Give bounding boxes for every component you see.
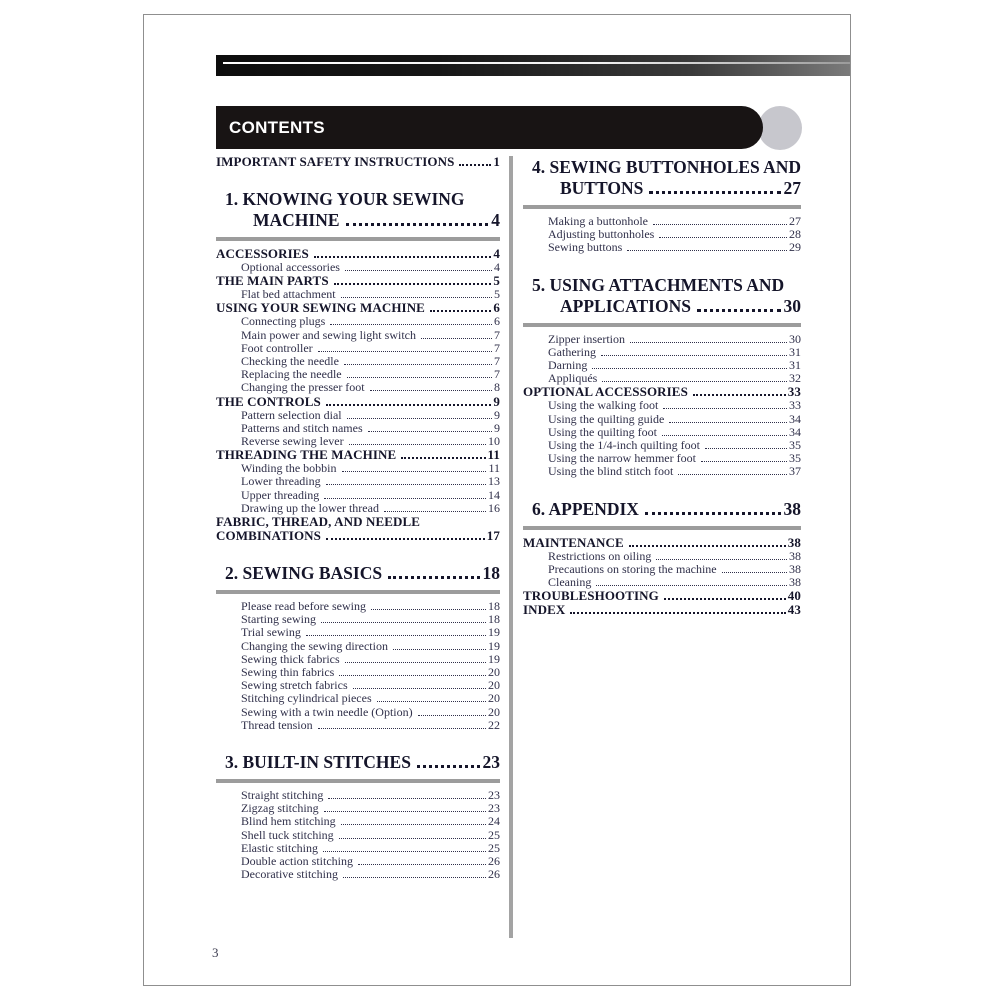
- dot-leader: [430, 310, 491, 312]
- toc-entry-label: Using the 1/4-inch quilting foot: [548, 438, 700, 453]
- chapter-label: BUTTONS: [560, 178, 644, 198]
- chapter-heading-line: [216, 752, 500, 773]
- toc-entry-page-number: 4: [493, 246, 500, 261]
- toc-entry: [216, 692, 500, 705]
- dot-leader: [326, 404, 492, 406]
- toc-entry: [216, 706, 500, 719]
- dot-leader: [653, 224, 787, 225]
- toc-entry: [216, 829, 500, 842]
- toc-entry-page-number: 30: [789, 331, 801, 346]
- toc-entry-label: TROUBLESHOOTING: [523, 588, 659, 604]
- dot-leader: [326, 484, 486, 485]
- toc-entry-page-number: 28: [789, 227, 801, 242]
- toc-entry-page-number: 6: [494, 314, 500, 329]
- toc-entry-label: Using the walking foot: [548, 398, 659, 413]
- dot-leader: [371, 609, 486, 610]
- toc-entry-page-number: 20: [488, 691, 500, 706]
- toc-entry-label: Reverse sewing lever: [241, 434, 344, 449]
- dot-leader: [459, 164, 491, 166]
- dot-leader: [627, 250, 787, 251]
- dot-leader: [368, 431, 492, 432]
- chapter-heading: [523, 275, 801, 317]
- toc-entry-page-number: 35: [789, 451, 801, 466]
- toc-entry: [216, 815, 500, 828]
- toc-column-2: [523, 155, 801, 617]
- banner-crescent-shape: [758, 106, 802, 150]
- toc-entry: [523, 399, 801, 412]
- toc-entry-page-number: 37: [789, 464, 801, 479]
- toc-entry: [523, 385, 801, 399]
- toc-entry-label: Optional accessories: [241, 260, 340, 274]
- section-divider-bar: [523, 205, 801, 209]
- toc-entry: [216, 448, 500, 462]
- toc-entry-label: Thread tension: [241, 717, 313, 732]
- toc-entry-label: Cleaning: [548, 575, 592, 590]
- dot-leader: [393, 649, 486, 650]
- toc-entry-label: Sewing stretch fabrics: [241, 678, 348, 693]
- toc-entry-label: Zipper insertion: [548, 331, 625, 346]
- dot-leader: [344, 364, 492, 365]
- chapter-label: 6. APPENDIX: [532, 498, 639, 519]
- toc-entry-label: Using the narrow hemmer foot: [548, 451, 696, 466]
- dot-leader: [346, 223, 489, 226]
- toc-entry-label: Connecting plugs: [241, 314, 326, 329]
- dot-leader: [602, 381, 787, 382]
- toc-entry-page-number: 13: [488, 474, 500, 489]
- dot-leader: [592, 368, 787, 369]
- toc-entry-page-number: 31: [789, 344, 801, 359]
- toc-entry-label: Starting sewing: [241, 612, 316, 627]
- toc-entry-label: Please read before sewing: [241, 599, 366, 614]
- toc-entry-page-number: 34: [789, 424, 801, 439]
- page-title: CONTENTS: [229, 117, 325, 137]
- dot-leader: [417, 765, 480, 768]
- chapter-page-number: 30: [783, 295, 801, 316]
- toc-entry-page-number: 20: [488, 678, 500, 693]
- chapter-heading: [216, 752, 500, 773]
- toc-entry-page-number: 4: [494, 260, 500, 274]
- toc-entry: [216, 315, 500, 328]
- toc-entry-label: Zigzag stitching: [241, 801, 319, 816]
- chapter-heading-line: [523, 178, 801, 199]
- dot-leader: [421, 338, 492, 339]
- header-rule-highlight: [223, 62, 850, 64]
- toc-entry-label: Shell tuck stitching: [241, 827, 334, 842]
- dot-leader: [345, 270, 492, 271]
- toc-entry-page-number: 26: [488, 854, 500, 869]
- toc-entry-page-number: 25: [488, 840, 500, 855]
- chapter-heading: [216, 189, 500, 231]
- chapter-page-number: 18: [482, 563, 500, 584]
- toc-entry-page-number: 14: [488, 487, 500, 502]
- toc-entry-page-number: 38: [789, 548, 801, 563]
- toc-entry-label: Using the blind stitch foot: [548, 464, 674, 479]
- chapter-heading: [216, 563, 500, 584]
- toc-entry-label: Changing the presser foot: [241, 380, 365, 395]
- toc-entry-label: Sewing buttons: [548, 240, 623, 255]
- toc-entry-page-number: 43: [787, 602, 801, 618]
- toc-entry-label: Main power and sewing light switch: [241, 327, 416, 342]
- toc-entry-page-number: 34: [789, 411, 801, 426]
- dot-leader: [401, 457, 485, 459]
- dot-leader: [347, 418, 492, 419]
- dot-leader: [306, 635, 486, 636]
- toc-entry: [216, 155, 500, 169]
- toc-entry: [216, 409, 500, 422]
- toc-entry: [216, 475, 500, 488]
- toc-entry-page-number: 40: [787, 588, 801, 604]
- toc-entry-label: Appliqués: [548, 371, 598, 386]
- toc-entry-label: Making a buttonhole: [548, 214, 648, 228]
- dot-leader: [343, 877, 486, 878]
- toc-entry-label: Decorative stitching: [241, 867, 338, 882]
- toc-entry-page-number: 35: [789, 438, 801, 453]
- toc-entry-page-number: 18: [488, 612, 500, 627]
- toc-entry-page-number: 38: [787, 534, 801, 550]
- section-divider-bar: [216, 590, 500, 594]
- toc-entry-label: Flat bed attachment: [241, 287, 336, 302]
- dot-leader: [341, 297, 492, 298]
- toc-entry-label: Trial sewing: [241, 625, 301, 640]
- dot-leader: [347, 377, 492, 378]
- toc-entry-page-number: 7: [494, 340, 500, 355]
- toc-entry-page-number: 33: [789, 398, 801, 413]
- toc-entry-page-number: 16: [488, 500, 500, 515]
- toc-entry-page-number: 23: [488, 801, 500, 816]
- toc-entry-page-number: 20: [488, 704, 500, 719]
- dot-leader: [384, 511, 486, 512]
- toc-entry-label: Changing the sewing direction: [241, 638, 388, 653]
- toc-entry-label: FABRIC, THREAD, AND NEEDLE: [216, 514, 421, 530]
- toc-entry-label: Winding the bobbin: [241, 461, 337, 476]
- toc-entry-page-number: 8: [494, 380, 500, 395]
- toc-entry-label: Pattern selection dial: [241, 407, 342, 422]
- banner-pill: [216, 106, 763, 149]
- toc-entry-label: THE MAIN PARTS: [216, 273, 329, 289]
- chapter-page-number: 4: [491, 210, 500, 230]
- toc-entry: [523, 550, 801, 563]
- dot-leader: [314, 256, 492, 258]
- dot-leader: [659, 237, 787, 238]
- toc-entry-label: THE CONTROLS: [216, 393, 321, 409]
- toc-column-1: [216, 155, 500, 882]
- chapter-heading-line: [216, 563, 500, 584]
- toc-entry-page-number: 6: [493, 300, 500, 316]
- toc-entry-page-number: 1: [493, 154, 500, 169]
- toc-entry-label: Checking the needle: [241, 354, 339, 369]
- toc-entry-label: MAINTENANCE: [523, 534, 624, 550]
- toc-entry: [216, 489, 500, 502]
- dot-leader: [701, 461, 787, 462]
- toc-entry: [523, 589, 801, 603]
- dot-leader: [662, 435, 787, 436]
- dot-leader: [330, 324, 492, 325]
- toc-entry-page-number: 9: [494, 420, 500, 435]
- toc-entry-label: Restrictions on oiling: [548, 548, 652, 563]
- toc-entry-label: Elastic stitching: [241, 840, 318, 855]
- toc-entry-page-number: 29: [789, 240, 801, 255]
- section-divider-bar: [523, 526, 801, 530]
- toc-entry: [216, 301, 500, 315]
- toc-entry-label: Precautions on storing the machine: [548, 561, 717, 576]
- toc-entry-label: Sewing with a twin needle (Option): [241, 704, 413, 719]
- dot-leader: [328, 798, 486, 799]
- dot-leader: [722, 572, 787, 573]
- toc-entry: [523, 603, 801, 617]
- toc-entry-label: THREADING THE MACHINE: [216, 447, 397, 463]
- chapter-heading-line: [523, 499, 801, 520]
- toc-entry-label: Foot controller: [241, 340, 313, 355]
- dot-leader: [377, 701, 486, 702]
- dot-leader: [570, 612, 785, 614]
- toc-entry-label: Blind hem stitching: [241, 814, 336, 829]
- toc-entry-page-number: 38: [789, 561, 801, 576]
- toc-entry: [216, 247, 500, 261]
- toc-entry-page-number: 25: [488, 827, 500, 842]
- dot-leader: [418, 715, 486, 716]
- dot-leader: [326, 538, 485, 540]
- toc-entry-page-number: 7: [494, 367, 500, 382]
- dot-leader: [345, 662, 486, 663]
- dot-leader: [323, 851, 486, 852]
- page-number: 3: [212, 945, 219, 960]
- chapter-label: 2. SEWING BASICS: [225, 563, 383, 584]
- toc-entry-page-number: 33: [787, 384, 801, 400]
- chapter-heading: [523, 499, 801, 520]
- toc-entry-label: OPTIONAL ACCESSORIES: [523, 384, 688, 400]
- dot-leader: [334, 283, 492, 285]
- toc-entry-page-number: 23: [488, 788, 500, 803]
- toc-entry-label: Darning: [548, 358, 588, 373]
- toc-entry-label: Sewing thin fabrics: [241, 665, 335, 680]
- toc-entry-page-number: 11: [487, 447, 500, 463]
- dot-leader: [678, 474, 787, 475]
- dot-leader: [649, 191, 780, 194]
- toc-entry: [216, 395, 500, 409]
- toc-entry-page-number: 27: [789, 214, 801, 228]
- toc-entry: [523, 241, 801, 254]
- toc-entry: [523, 333, 801, 346]
- toc-entry-page-number: 31: [789, 358, 801, 373]
- chapter-page-number: 27: [783, 178, 801, 198]
- dot-leader: [669, 422, 787, 423]
- toc-entry-label: ACCESSORIES: [216, 246, 309, 261]
- toc-entry-label: IMPORTANT SAFETY INSTRUCTIONS: [216, 154, 455, 169]
- toc-entry: [523, 413, 801, 426]
- section-divider-bar: [216, 779, 500, 783]
- dot-leader: [693, 394, 786, 396]
- toc-entry-page-number: 22: [488, 717, 500, 732]
- toc-entry: [523, 465, 801, 478]
- chapter-heading-line: [523, 275, 801, 296]
- toc-entry: [216, 719, 500, 732]
- header-rule-bar: [216, 55, 850, 76]
- toc-entry-label: Replacing the needle: [241, 367, 342, 382]
- dot-leader: [358, 864, 486, 865]
- toc-entry-page-number: 7: [494, 354, 500, 369]
- toc-entry-label: Using the quilting guide: [548, 411, 665, 426]
- toc-entry-page-number: 11: [488, 461, 500, 476]
- toc-entry-label: Drawing up the lower thread: [241, 500, 379, 515]
- chapter-label: 3. BUILT-IN STITCHES: [225, 752, 411, 773]
- toc-entry-page-number: 5: [493, 273, 500, 289]
- toc-entry-label: Adjusting buttonholes: [548, 227, 655, 242]
- toc-entry-label: Patterns and stitch names: [241, 420, 363, 435]
- toc-entry: [216, 274, 500, 288]
- toc-entry-page-number: 7: [494, 327, 500, 342]
- dot-leader: [324, 498, 486, 499]
- dot-leader: [342, 471, 487, 472]
- dot-leader: [664, 598, 786, 600]
- toc-entry-page-number: 9: [493, 393, 500, 409]
- toc-entry-page-number: 17: [486, 528, 500, 544]
- chapter-heading-line: [216, 210, 500, 231]
- toc-entry: [216, 381, 500, 394]
- chapter-heading: [523, 157, 801, 199]
- dot-leader: [596, 585, 787, 586]
- toc-entry-page-number: 19: [488, 638, 500, 653]
- section-divider-bar: [523, 323, 801, 327]
- chapter-heading-line: [523, 296, 801, 317]
- dot-leader: [629, 545, 786, 547]
- toc-entry-label: USING YOUR SEWING MACHINE: [216, 300, 425, 316]
- dot-leader: [601, 355, 787, 356]
- dot-leader: [663, 408, 787, 409]
- dot-leader: [697, 309, 781, 312]
- dot-leader: [630, 342, 787, 343]
- chapter-heading-line: [523, 157, 801, 178]
- toc-entry: [216, 868, 500, 881]
- chapter-label: 5. USING ATTACHMENTS AND: [532, 274, 785, 295]
- chapter-label: APPLICATIONS: [560, 295, 691, 316]
- toc-entry-page-number: 19: [488, 651, 500, 666]
- dot-leader: [353, 688, 486, 689]
- toc-entry-label: Double action stitching: [241, 854, 353, 869]
- toc-entry-page-number: 9: [494, 407, 500, 422]
- dot-leader: [349, 444, 486, 445]
- toc-entry: [216, 529, 500, 543]
- toc-entry: [216, 640, 500, 653]
- column-divider: [509, 156, 513, 938]
- dot-leader: [370, 390, 492, 391]
- toc-entry-page-number: 5: [494, 287, 500, 302]
- toc-entry-label: Straight stitching: [241, 788, 324, 803]
- chapter-label: 1. KNOWING YOUR SEWING: [225, 189, 465, 209]
- chapter-heading-line: [216, 189, 500, 210]
- dot-leader: [656, 559, 787, 560]
- dot-leader: [339, 675, 486, 676]
- toc-entry-label: Using the quilting foot: [548, 424, 657, 439]
- dot-leader: [324, 811, 486, 812]
- dot-leader: [705, 448, 787, 449]
- toc-entry-label: INDEX: [523, 602, 566, 618]
- toc-entry-label: COMBINATIONS: [216, 528, 321, 544]
- toc-entry: [523, 536, 801, 550]
- dot-leader: [339, 838, 486, 839]
- dot-leader: [321, 622, 486, 623]
- dot-leader: [645, 512, 781, 515]
- toc-entry-label: Gathering: [548, 344, 596, 359]
- dot-leader: [388, 576, 479, 579]
- toc-entry-label: Stitching cylindrical pieces: [241, 691, 372, 706]
- chapter-page-number: 38: [783, 498, 801, 519]
- toc-entry-page-number: 26: [488, 867, 500, 882]
- toc-entry-page-number: 10: [488, 434, 500, 449]
- manual-page: [143, 14, 851, 986]
- toc-entry-label: Sewing thick fabrics: [241, 651, 340, 666]
- toc-entry-page-number: 32: [789, 371, 801, 386]
- dot-leader: [341, 824, 486, 825]
- section-divider-bar: [216, 237, 500, 241]
- toc-entry-label: Lower threading: [241, 474, 321, 489]
- toc-entry-page-number: 24: [488, 814, 500, 829]
- toc-entry-page-number: 20: [488, 665, 500, 680]
- toc-entry-page-number: 18: [488, 599, 500, 614]
- chapter-label: 4. SEWING BUTTONHOLES AND: [532, 157, 802, 177]
- toc-entry: [216, 515, 500, 529]
- toc-entry-page-number: 38: [789, 575, 801, 590]
- chapter-page-number: 23: [482, 752, 500, 773]
- dot-leader: [318, 351, 492, 352]
- chapter-label: MACHINE: [253, 210, 340, 230]
- dot-leader: [318, 728, 486, 729]
- toc-entry: [216, 329, 500, 342]
- toc-entry-label: Upper threading: [241, 487, 320, 502]
- contents-banner: [216, 106, 802, 149]
- toc-entry: [216, 626, 500, 639]
- toc-entry-page-number: 19: [488, 625, 500, 640]
